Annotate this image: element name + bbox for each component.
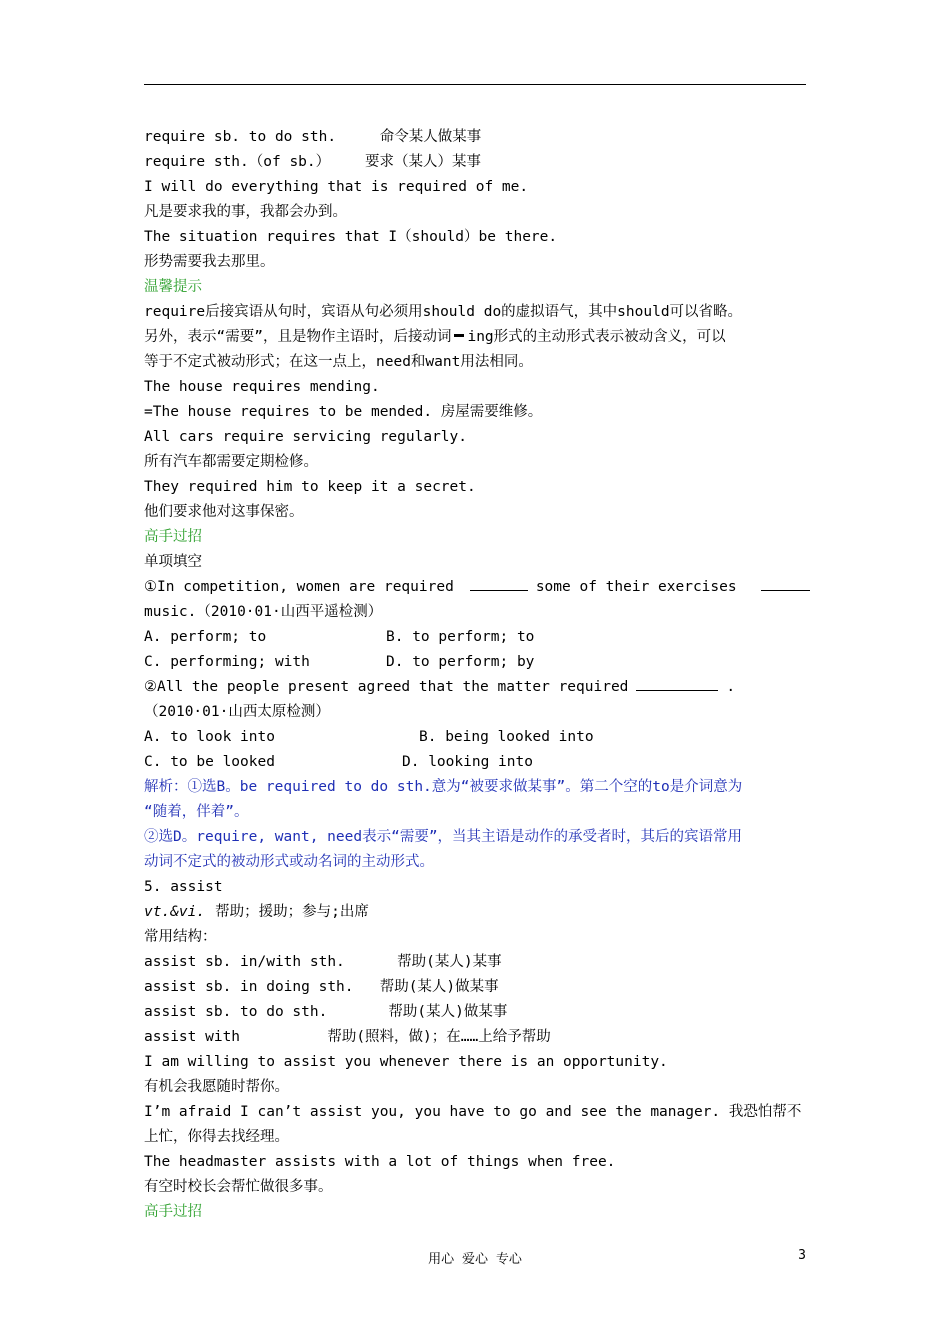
part-of-speech: vt.&vi. <box>144 904 206 920</box>
option-a: A. perform; to <box>144 629 267 645</box>
tip-heading: 温馨提示 <box>144 279 202 295</box>
text-line: 有空时校长会帮忙做很多事。 <box>144 1179 333 1195</box>
text-line: I will do everything that is required of me. <box>144 179 529 195</box>
options-row <box>144 725 810 750</box>
text-line <box>144 325 810 350</box>
page-footer: 用心 爱心 专心 <box>428 1252 522 1267</box>
text-line <box>144 900 810 925</box>
text-line: 形势需要我去那里。 <box>144 254 275 270</box>
option-a: A. to look into <box>144 729 275 745</box>
exercise-heading: 高手过招 <box>144 1204 202 1220</box>
option-c: C. to be looked <box>144 754 275 770</box>
answer-blank <box>470 576 528 591</box>
answer-explanation: “随着，伴着”。 <box>144 804 249 820</box>
answer-blank <box>636 676 718 691</box>
text-line: 单项填空 <box>144 554 202 570</box>
text-line: 等于不定式被动形式；在这一点上，need和want用法相同。 <box>144 354 533 370</box>
text-line: 他们要求他对这事保密。 <box>144 504 304 520</box>
text-line: 所有汽车都需要定期检修。 <box>144 454 318 470</box>
text-line: 凡是要求我的事，我都会办到。 <box>144 204 347 220</box>
section-title: 5. assist <box>144 879 223 895</box>
text-line: 常用结构： <box>144 929 217 945</box>
text-line: The situation requires that I（should）be there. <box>144 229 558 245</box>
option-b: B. being looked into <box>419 729 594 745</box>
answer-blank <box>761 576 810 591</box>
text-line: assist sb. in/with sth. 帮助(某人)某事 <box>144 954 502 970</box>
text-segment: . <box>726 679 736 695</box>
option-d: D. to perform; by <box>386 654 535 670</box>
text-line: 上忙，你得去找经理。 <box>144 1129 289 1145</box>
text-line: I am willing to assist you whenever there is an opportunity. <box>144 1054 668 1070</box>
text-segment: ②All the people present agreed that the matter required <box>144 679 629 695</box>
text-segment: ing形式的主动形式表示被动含义，可以 <box>467 329 726 345</box>
dash-mark <box>454 334 464 337</box>
answer-explanation: ②选D。require, want, need表示“需要”，当其主语是动作的承受者时，其后的宾语常用 <box>144 829 743 845</box>
page-body <box>144 125 810 1225</box>
definition: 帮助；援助；参与;出席 <box>215 904 369 920</box>
text-line: （2010·01·山西太原检测） <box>144 704 330 720</box>
text-line: assist sb. to do sth. 帮助(某人)做某事 <box>144 1004 508 1020</box>
text-line: 有机会我愿随时帮你。 <box>144 1079 289 1095</box>
text-line: assist sb. in doing sth. 帮助(某人)做某事 <box>144 979 499 995</box>
option-b: B. to perform; to <box>386 629 535 645</box>
text-line: All cars require servicing regularly. <box>144 429 468 445</box>
options-row <box>144 750 810 775</box>
exercise-heading: 高手过招 <box>144 529 202 545</box>
text-segment: some of their exercises <box>535 579 737 595</box>
text-line: require sb. to do sth. 命令某人做某事 <box>144 129 482 145</box>
page-number: 3 <box>798 1248 806 1263</box>
text-line: The headmaster assists with a lot of things when free. <box>144 1154 616 1170</box>
option-d: D. looking into <box>402 754 533 770</box>
answer-explanation: 动词不定式的被动形式或动名词的主动形式。 <box>144 854 434 870</box>
question-1 <box>144 575 810 600</box>
text-segment: ①In competition, women are required <box>144 579 454 595</box>
options-row <box>144 650 810 675</box>
options-row <box>144 625 810 650</box>
text-line: I’m afraid I can’t assist you, you have to go and see the manager. 我恐怕帮不 <box>144 1104 802 1120</box>
text-line: assist with 帮助(照料，做)；在……上给予帮助 <box>144 1029 551 1045</box>
text-line: =The house requires to be mended. 房屋需要维修。 <box>144 404 543 420</box>
text-segment: 另外，表示“需要”，且是物作主语时，后接动词 <box>144 329 452 345</box>
answer-explanation: 解析：①选B。be required to do sth.意为“被要求做某事”。第二个空的to是介词意为 <box>144 779 743 795</box>
text-line: require sth.（of sb.） 要求（某人）某事 <box>144 154 482 170</box>
text-line: The house requires mending. <box>144 379 380 395</box>
header-rule <box>144 84 806 85</box>
option-c: C. performing; with <box>144 654 310 670</box>
question-2 <box>144 675 810 700</box>
text-line: require后接宾语从句时，宾语从句必须用should do的虚拟语气，其中should可以省略。 <box>144 304 743 320</box>
text-line: music.（2010·01·山西平遥检测） <box>144 604 383 620</box>
text-line: They required him to keep it a secret. <box>144 479 476 495</box>
